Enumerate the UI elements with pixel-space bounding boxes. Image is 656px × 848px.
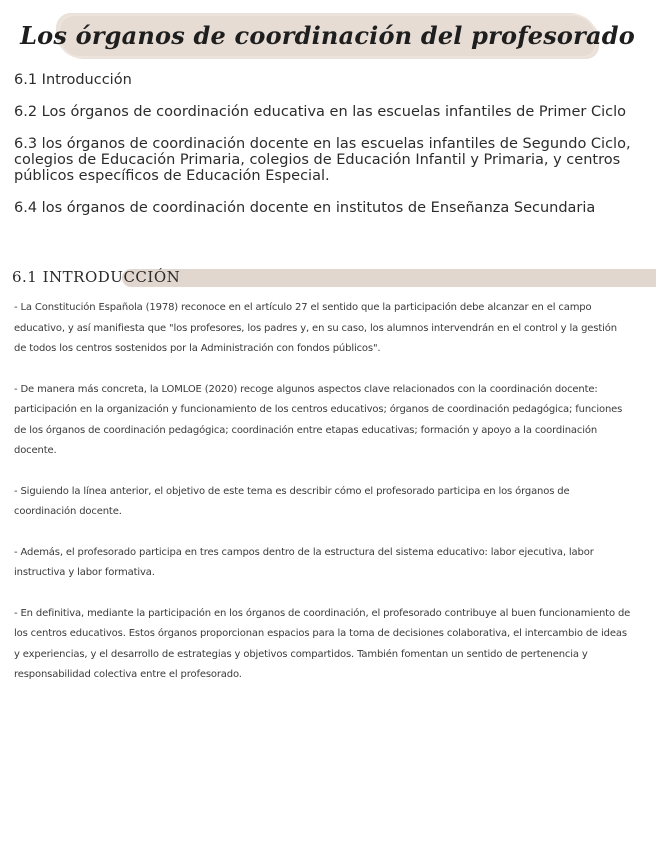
section-highlight-bar (122, 269, 656, 287)
page-title-banner (20, 12, 635, 58)
paragraph-constitucion: - La Constitución Española (1978) reconoce en el artículo 27 el sentido que la participación debe alcanzar en el campo educativo, y así manifiesta que "los profesores, los padres y, en su caso, los alumnos intervendrán en el control y la gestión de todos los centros sostenidos por la Administración con fondos públicos". (14, 302, 617, 354)
table-of-contents (14, 72, 634, 232)
paragraph-objetivo: - Siguiendo la línea anterior, el objetivo de este tema es describir cómo el profesorado participa en los órganos de coordinación docente. (14, 485, 570, 517)
section-title: 6.1 INTRODUCCIÓN (12, 268, 181, 286)
toc-item-6-2: 6.2 Los órganos de coordinación educativa en las escuelas infantiles de Primer Ciclo (14, 104, 627, 120)
page-title: Los órganos de coordinación del profesorado (20, 20, 635, 50)
section-header (12, 266, 656, 288)
toc-item-6-3: 6.3 los órganos de coordinación docente en las escuelas infantiles de Segundo Ciclo, colegios de Educación Primaria, colegios de Educación Infantil y Primaria, y centros públicos específicos de Educación Especial. (14, 136, 631, 184)
section-body (14, 298, 632, 706)
paragraph-conclusion: - En definitiva, mediante la participación en los órganos de coordinación, el profesorado contribuye al buen funcionamiento de los centros educativos. Estos órganos proporcionan espacios para la toma de decisiones colaborativa, el intercambio de ideas y experiencias, y el desarrollo de estrategias y objetivos compartidos. También fomentan un sentido de pertenencia y responsabilidad colectiva entre el profesorado. (14, 607, 631, 680)
paragraph-lomloe: - De manera más concreta, la LOMLOE (2020) recoge algunos aspectos clave relacionados con la coordinación docente: participación en la organización y funcionamiento de los centros educativos; órganos de coordinación pedagógica; funciones de los órganos de coordinación pedagógica; coordinación entre etapas educativas; formación y apoyo a la coordinación docente. (14, 383, 623, 456)
toc-item-6-1: 6.1 Introducción (14, 72, 132, 88)
toc-item-6-4: 6.4 los órganos de coordinación docente en institutos de Enseñanza Secundaria (14, 200, 596, 216)
paragraph-campos: - Además, el profesorado participa en tres campos dentro de la estructura del sistema educativo: labor ejecutiva, labor instructiva y labor formativa. (14, 546, 594, 578)
